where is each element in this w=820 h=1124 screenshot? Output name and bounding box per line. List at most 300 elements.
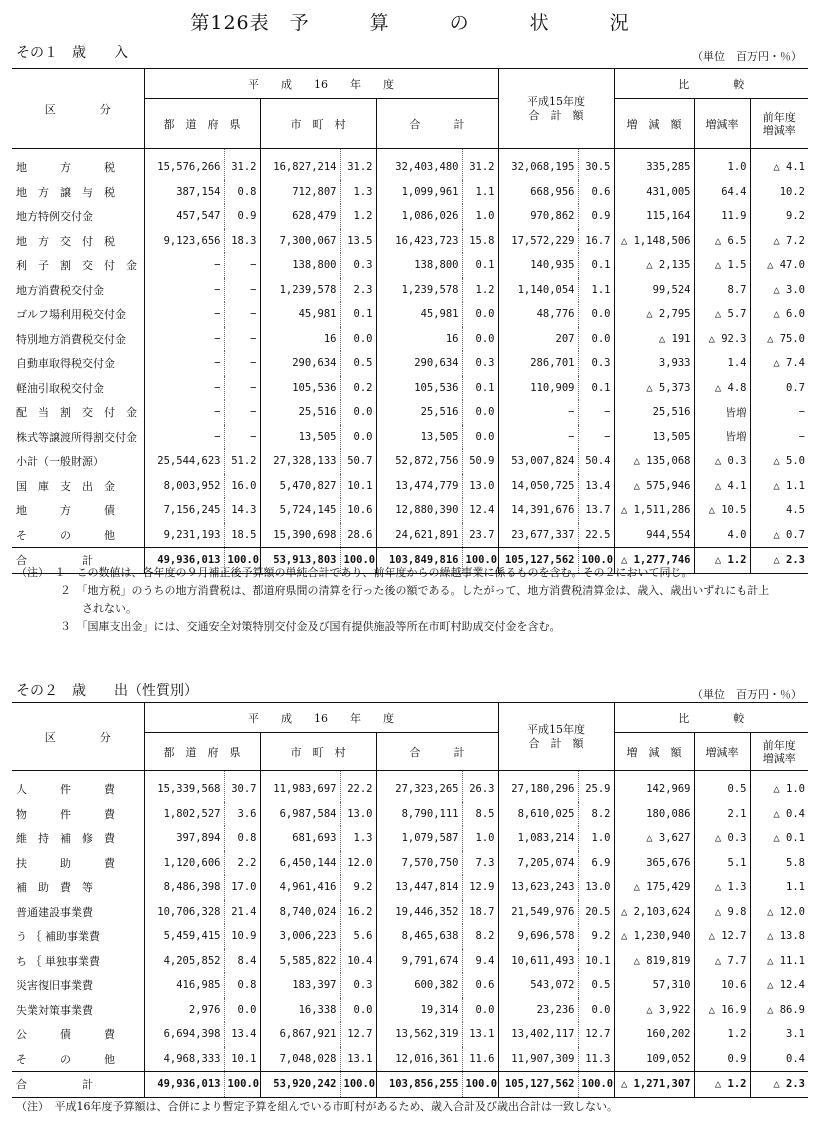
table-cell: − — [224, 302, 260, 327]
gokei-header: 合 計 — [376, 733, 498, 771]
row-label: 地方消費税交付金 — [16, 283, 104, 297]
table-cell: △ 2,103,624 — [614, 900, 694, 925]
table-cell: 15,576,266 — [144, 149, 224, 180]
table-cell: 8.4 — [224, 949, 260, 974]
table-row — [12, 1047, 808, 1072]
table-cell: 5,724,145 — [260, 498, 340, 523]
row-label: 利 子 割 交 付 金 — [16, 259, 137, 273]
table-cell: 8,003,952 — [144, 474, 224, 499]
table-row — [12, 973, 808, 998]
table-cell: 0.3 — [462, 351, 498, 376]
table-cell: 9.2 — [578, 924, 614, 949]
table-cell: 0.8 — [224, 973, 260, 998]
table-cell: 142,969 — [614, 771, 694, 802]
h16-header: 平 成 16 年 度 — [144, 69, 498, 99]
table-cell: △ 1.3 — [694, 875, 750, 900]
table-cell: 8,465,638 — [376, 924, 462, 949]
table-cell: 11.6 — [462, 1047, 498, 1072]
table-cell: 1,802,527 — [144, 802, 224, 827]
table-cell: △ 12.0 — [750, 900, 808, 925]
zogengaku-header: 増 減 額 — [614, 733, 694, 771]
section2-table — [12, 770, 808, 1098]
table-cell: 16.0 — [224, 474, 260, 499]
table-cell: 13,505 — [376, 425, 462, 450]
table-cell: 110,909 — [498, 376, 578, 401]
table-cell: 26.3 — [462, 771, 498, 802]
table-cell: 5,585,822 — [260, 949, 340, 974]
table-row — [12, 351, 808, 376]
table-cell: 109,052 — [614, 1047, 694, 1072]
table-cell: 457,547 — [144, 204, 224, 229]
table-cell: 2,976 — [144, 998, 224, 1023]
row-label: 普通建設事業費 — [16, 905, 93, 919]
table-cell: 0.1 — [462, 376, 498, 401]
table-cell: 13,505 — [614, 425, 694, 450]
table-cell: 431,005 — [614, 180, 694, 205]
table-cell: 21,549,976 — [498, 900, 578, 925]
table-cell: 5.8 — [750, 851, 808, 876]
note-line: されない。 — [16, 602, 137, 615]
table-cell: 0.9 — [224, 204, 260, 229]
table-cell: 22.5 — [578, 523, 614, 548]
row-label: 災害復旧事業費 — [16, 979, 93, 993]
table-cell: 365,676 — [614, 851, 694, 876]
table-cell: 13.1 — [462, 1022, 498, 1047]
table-cell: 19,446,352 — [376, 900, 462, 925]
table-cell: △ 86.9 — [750, 998, 808, 1023]
table-cell: △ 5,373 — [614, 376, 694, 401]
table-cell: 100.0 — [224, 1072, 260, 1098]
table-cell: 100.0 — [578, 548, 614, 574]
table-cell: 9,123,656 — [144, 229, 224, 254]
table-cell: 6,867,921 — [260, 1022, 340, 1047]
table-cell: 9.2 — [750, 204, 808, 229]
table-cell: 0.1 — [578, 376, 614, 401]
table-cell: △ 1.0 — [750, 771, 808, 802]
table-row — [12, 949, 808, 974]
table-cell: △ 135,068 — [614, 449, 694, 474]
table-cell: 0.9 — [694, 1047, 750, 1072]
table-cell: △ 12.7 — [694, 924, 750, 949]
table-cell: △ 1,277,746 — [614, 548, 694, 574]
table-cell: 0.7 — [750, 376, 808, 401]
section1-table — [12, 148, 808, 574]
table-cell: 53,007,824 — [498, 449, 578, 474]
table-cell: △ 92.3 — [694, 327, 750, 352]
table-cell: 105,536 — [260, 376, 340, 401]
table-cell: 1,086,026 — [376, 204, 462, 229]
table-cell: 53,920,242 — [260, 1072, 340, 1098]
table-cell: 4.0 — [694, 523, 750, 548]
table-cell: 23.7 — [462, 523, 498, 548]
table-cell: 668,956 — [498, 180, 578, 205]
table-cell: 15,339,568 — [144, 771, 224, 802]
table-cell: 138,800 — [260, 253, 340, 278]
table-cell: 115,164 — [614, 204, 694, 229]
table-cell: 10.1 — [224, 1047, 260, 1072]
table-row — [12, 149, 808, 180]
table-cell: △ 1.1 — [750, 474, 808, 499]
table-cell: 12.7 — [578, 1022, 614, 1047]
table-cell: 1.3 — [340, 180, 376, 205]
table-cell: 13.5 — [340, 229, 376, 254]
table-cell: 1,099,961 — [376, 180, 462, 205]
note-line: （注） 平成16年度予算額は、合併により暫定予算を組んでいる市町村があるため、歳入合計及び歳出合計は一致しない。 — [16, 1100, 619, 1113]
table-cell: 27,180,296 — [498, 771, 578, 802]
table-cell: 16.7 — [578, 229, 614, 254]
table-cell: △ 2,135 — [614, 253, 694, 278]
table-cell: △ 5.0 — [750, 449, 808, 474]
row-label: 物 件 費 — [16, 807, 115, 821]
table-row — [12, 180, 808, 205]
table-cell: 10.4 — [340, 949, 376, 974]
table-cell: 12.0 — [340, 851, 376, 876]
table-cell: 28.6 — [340, 523, 376, 548]
table-cell: 13,505 — [260, 425, 340, 450]
table-cell: 1.1 — [750, 875, 808, 900]
hikaku-header: 比 較 — [614, 69, 808, 99]
section1-header — [12, 68, 808, 149]
row-label: 扶 助 費 — [16, 856, 115, 870]
table-cell: 3,933 — [614, 351, 694, 376]
note-line: ２ 「地方税」のうちの地方消費税は、都道府県間の清算を行った後の額である。したがって、地方消費税清算金は、歳入、歳出いずれにも計上 — [16, 584, 770, 597]
table-cell: 31.2 — [224, 149, 260, 180]
table-cell: 1.2 — [340, 204, 376, 229]
table-cell: − — [144, 400, 224, 425]
zennendo-header: 前年度 増減率 — [750, 99, 808, 149]
table-row — [12, 376, 808, 401]
table-cell: 6,987,584 — [260, 802, 340, 827]
table-cell: 160,202 — [614, 1022, 694, 1047]
table-cell: 1.4 — [694, 351, 750, 376]
kubun-header: 区 分 — [12, 703, 144, 771]
table-cell: 22.2 — [340, 771, 376, 802]
table-cell: △ 6.5 — [694, 229, 750, 254]
table-cell: 397,894 — [144, 826, 224, 851]
table-cell: 387,154 — [144, 180, 224, 205]
table-cell: 140,935 — [498, 253, 578, 278]
table-row — [12, 851, 808, 876]
table-cell: △ 12.4 — [750, 973, 808, 998]
table-cell: 17.0 — [224, 875, 260, 900]
row-label: う ｛ 補助事業費 — [16, 930, 100, 944]
table-cell: △ 1.2 — [694, 548, 750, 574]
table-cell: 48,776 — [498, 302, 578, 327]
table-cell: 13,562,319 — [376, 1022, 462, 1047]
table-cell: 9.2 — [340, 875, 376, 900]
table-cell: 0.3 — [340, 973, 376, 998]
note-line: ３ 「国庫支出金」には、交通安全対策特別交付金及び国有提供施設等所在市町村助成交付金を含む。 — [16, 620, 561, 633]
table-cell: − — [578, 425, 614, 450]
table-row — [12, 924, 808, 949]
table-cell: 53,913,803 — [260, 548, 340, 574]
shichoson-header: 市 町 村 — [260, 99, 376, 149]
table-cell: 681,693 — [260, 826, 340, 851]
table-cell: 8.2 — [578, 802, 614, 827]
table-cell: 6,694,398 — [144, 1022, 224, 1047]
section1-unit: （単位 百万円・％） — [692, 50, 802, 63]
table-cell: 30.5 — [578, 149, 614, 180]
table-cell: 52,872,756 — [376, 449, 462, 474]
table-cell: 7.3 — [462, 851, 498, 876]
table-cell: 16,423,723 — [376, 229, 462, 254]
table-cell: △ 16.9 — [694, 998, 750, 1023]
zennendo-header: 前年度 増減率 — [750, 733, 808, 771]
table-cell: − — [224, 327, 260, 352]
table-cell: 99,524 — [614, 278, 694, 303]
table-cell: 32,068,195 — [498, 149, 578, 180]
table-cell: 0.0 — [578, 327, 614, 352]
table-cell: 0.4 — [750, 1047, 808, 1072]
table-cell: △ 2.3 — [750, 548, 808, 574]
table-cell: 138,800 — [376, 253, 462, 278]
table-cell: △ 2.3 — [750, 1072, 808, 1098]
table-cell: 7,156,245 — [144, 498, 224, 523]
table-cell: △ 0.4 — [750, 802, 808, 827]
table-cell: 1.1 — [462, 180, 498, 205]
table-cell: 105,127,562 — [498, 548, 578, 574]
table-cell: 100.0 — [462, 1072, 498, 1098]
table-cell: 1,239,578 — [376, 278, 462, 303]
table-cell: 4.5 — [750, 498, 808, 523]
table-cell: △ 4.8 — [694, 376, 750, 401]
table-cell: 12.7 — [340, 1022, 376, 1047]
table-cell: 7,205,074 — [498, 851, 578, 876]
table-cell: − — [224, 278, 260, 303]
table-cell: 10.6 — [340, 498, 376, 523]
table-cell: 17,572,229 — [498, 229, 578, 254]
table-cell: 0.0 — [340, 998, 376, 1023]
table-cell: 3,006,223 — [260, 924, 340, 949]
section1-title: その１ 歳 入 — [16, 45, 128, 61]
row-label: 地 方 債 — [16, 504, 115, 518]
table-cell: 45,981 — [260, 302, 340, 327]
section2-title: その２ 歳 出（性質別） — [16, 683, 198, 699]
table-row — [12, 771, 808, 802]
table-cell: 0.0 — [340, 425, 376, 450]
table-cell: 51.2 — [224, 449, 260, 474]
table-cell: 10.1 — [578, 949, 614, 974]
table-cell: 15,390,698 — [260, 523, 340, 548]
table-cell: 5.6 — [340, 924, 376, 949]
table-cell: 0.1 — [340, 302, 376, 327]
table-cell: − — [498, 425, 578, 450]
row-label: 人 件 費 — [16, 783, 115, 797]
table-cell: 49,936,013 — [144, 1072, 224, 1098]
table-cell: 30.7 — [224, 771, 260, 802]
table-cell: 2.3 — [340, 278, 376, 303]
table-cell: 0.0 — [340, 327, 376, 352]
table-cell: 4,968,333 — [144, 1047, 224, 1072]
table-row — [12, 998, 808, 1023]
table-cell: △ 0.7 — [750, 523, 808, 548]
table-cell: 25.9 — [578, 771, 614, 802]
table-row — [12, 204, 808, 229]
table-cell: 50.9 — [462, 449, 498, 474]
table-cell: 21.4 — [224, 900, 260, 925]
table-cell: 100.0 — [224, 548, 260, 574]
table-cell: 16,827,214 — [260, 149, 340, 180]
table-cell: − — [750, 400, 808, 425]
table-cell: 8,740,024 — [260, 900, 340, 925]
table-cell: 0.3 — [340, 253, 376, 278]
table-cell: 13.7 — [578, 498, 614, 523]
table-cell: − — [144, 376, 224, 401]
table-cell: 49,936,013 — [144, 548, 224, 574]
table-cell: 8,790,111 — [376, 802, 462, 827]
table-cell: 5,470,827 — [260, 474, 340, 499]
section1-notes — [16, 564, 769, 636]
table-cell: △ 4.1 — [694, 474, 750, 499]
row-label: 地 方 譲 与 税 — [16, 185, 115, 199]
table-row — [12, 802, 808, 827]
table-cell: 5,459,415 — [144, 924, 224, 949]
table-cell: − — [224, 253, 260, 278]
table-cell: 13.4 — [224, 1022, 260, 1047]
table-cell: △ 3,922 — [614, 998, 694, 1023]
table-cell: 31.2 — [462, 149, 498, 180]
table-cell: 1,079,587 — [376, 826, 462, 851]
section2-unit: （単位 百万円・％） — [692, 688, 802, 701]
row-label: 国 庫 支 出 金 — [16, 479, 115, 493]
table-row — [12, 1022, 808, 1047]
table-cell: 13,447,814 — [376, 875, 462, 900]
table-cell: 31.2 — [340, 149, 376, 180]
table-cell: − — [144, 253, 224, 278]
table-cell: − — [578, 400, 614, 425]
table-cell: 207 — [498, 327, 578, 352]
table-cell: 24,621,891 — [376, 523, 462, 548]
table-cell: 13,623,243 — [498, 875, 578, 900]
table-cell: △ 13.8 — [750, 924, 808, 949]
table-row — [12, 229, 808, 254]
table-cell: 12,880,390 — [376, 498, 462, 523]
table-cell: 18.7 — [462, 900, 498, 925]
table-cell: 0.5 — [340, 351, 376, 376]
table-cell: 0.1 — [578, 253, 614, 278]
table-cell: 103,856,255 — [376, 1072, 462, 1098]
table-cell: 0.0 — [462, 998, 498, 1023]
row-label: 失業対策事業費 — [16, 1003, 93, 1017]
table-cell: 0.8 — [224, 180, 260, 205]
table-cell: 0.5 — [578, 973, 614, 998]
table-cell: 9,231,193 — [144, 523, 224, 548]
row-label: 地方特例交付金 — [16, 210, 93, 224]
table-cell: 7,048,028 — [260, 1047, 340, 1072]
zogenritsu-header: 増減率 — [694, 99, 750, 149]
table-cell: 8,486,398 — [144, 875, 224, 900]
table-cell: 8.2 — [462, 924, 498, 949]
table-cell: 11.9 — [694, 204, 750, 229]
table-cell: 16 — [376, 327, 462, 352]
table-cell: 23,236 — [498, 998, 578, 1023]
table-cell: △ 1,148,506 — [614, 229, 694, 254]
table-cell: 1.1 — [578, 278, 614, 303]
table-cell: 1.2 — [462, 278, 498, 303]
row-label: 自動車取得税交付金 — [16, 357, 115, 371]
table-cell: △ 1.2 — [694, 1072, 750, 1098]
table-cell: 1,239,578 — [260, 278, 340, 303]
table-cell: 6,450,144 — [260, 851, 340, 876]
table-cell: △ 575,946 — [614, 474, 694, 499]
table-cell: 27,323,265 — [376, 771, 462, 802]
table-cell: 100.0 — [462, 548, 498, 574]
table-cell: 25,516 — [614, 400, 694, 425]
table-cell: 628,479 — [260, 204, 340, 229]
gokei-header: 合 計 — [376, 99, 498, 149]
table-cell: 0.0 — [578, 302, 614, 327]
table-cell: − — [224, 425, 260, 450]
table-cell: 0.0 — [462, 425, 498, 450]
table-cell: 14,050,725 — [498, 474, 578, 499]
table-cell: 12.9 — [462, 875, 498, 900]
table-row — [12, 400, 808, 425]
table-cell: 16,338 — [260, 998, 340, 1023]
table-cell: 0.3 — [578, 351, 614, 376]
table-cell: 180,086 — [614, 802, 694, 827]
table-cell: − — [144, 425, 224, 450]
table-cell: 10,611,493 — [498, 949, 578, 974]
table-row — [12, 900, 808, 925]
todofuken-header: 都 道 府 県 — [144, 733, 260, 771]
table-cell: △ 819,819 — [614, 949, 694, 974]
row-label: 公 債 費 — [16, 1028, 115, 1042]
table-cell: 105,536 — [376, 376, 462, 401]
table-cell: △ 10.5 — [694, 498, 750, 523]
row-label: 軽油引取税交付金 — [16, 381, 104, 395]
row-label: 地 方 税 — [16, 161, 115, 175]
table-cell: 0.0 — [578, 998, 614, 1023]
hikaku-header: 比 較 — [614, 703, 808, 733]
table-cell: 11,907,309 — [498, 1047, 578, 1072]
table-cell: △ 75.0 — [750, 327, 808, 352]
kubun-header: 区 分 — [12, 69, 144, 149]
table-cell: △ 7.7 — [694, 949, 750, 974]
table-row — [12, 425, 808, 450]
table-cell: 1.0 — [462, 826, 498, 851]
row-label: ち ｛ 単独事業費 — [16, 954, 100, 968]
table-cell: 19,314 — [376, 998, 462, 1023]
table-cell: 10.6 — [694, 973, 750, 998]
table-row — [12, 474, 808, 499]
table-cell: 13,474,779 — [376, 474, 462, 499]
table-cell: 416,985 — [144, 973, 224, 998]
table-cell: 45,981 — [376, 302, 462, 327]
note-line: （注） １ この数値は、各年度の９月補正後予算額の単純合計であり、前年度からの繰越事業に係るものを含む。その２において同じ。 — [16, 566, 693, 579]
table-cell: △ 191 — [614, 327, 694, 352]
table-cell: 183,397 — [260, 973, 340, 998]
table-cell: △ 3,627 — [614, 826, 694, 851]
table-row — [12, 302, 808, 327]
table-cell: 9,696,578 — [498, 924, 578, 949]
row-label: 維 持 補 修 費 — [16, 832, 115, 846]
table-cell: 105,127,562 — [498, 1072, 578, 1098]
table-cell: △ 1.5 — [694, 253, 750, 278]
table-cell: △ 1,271,307 — [614, 1072, 694, 1098]
table-cell: 3.1 — [750, 1022, 808, 1047]
row-label: そ の 他 — [16, 528, 115, 542]
table-cell: △ 0.3 — [694, 826, 750, 851]
table-cell: 543,072 — [498, 973, 578, 998]
table-cell: 11,983,697 — [260, 771, 340, 802]
table-cell: 27,328,133 — [260, 449, 340, 474]
table-row — [12, 327, 808, 352]
table-cell: 10.1 — [340, 474, 376, 499]
table-cell: 12.4 — [462, 498, 498, 523]
table-cell: 4,961,416 — [260, 875, 340, 900]
table-cell: 335,285 — [614, 149, 694, 180]
table-cell: 7,300,067 — [260, 229, 340, 254]
